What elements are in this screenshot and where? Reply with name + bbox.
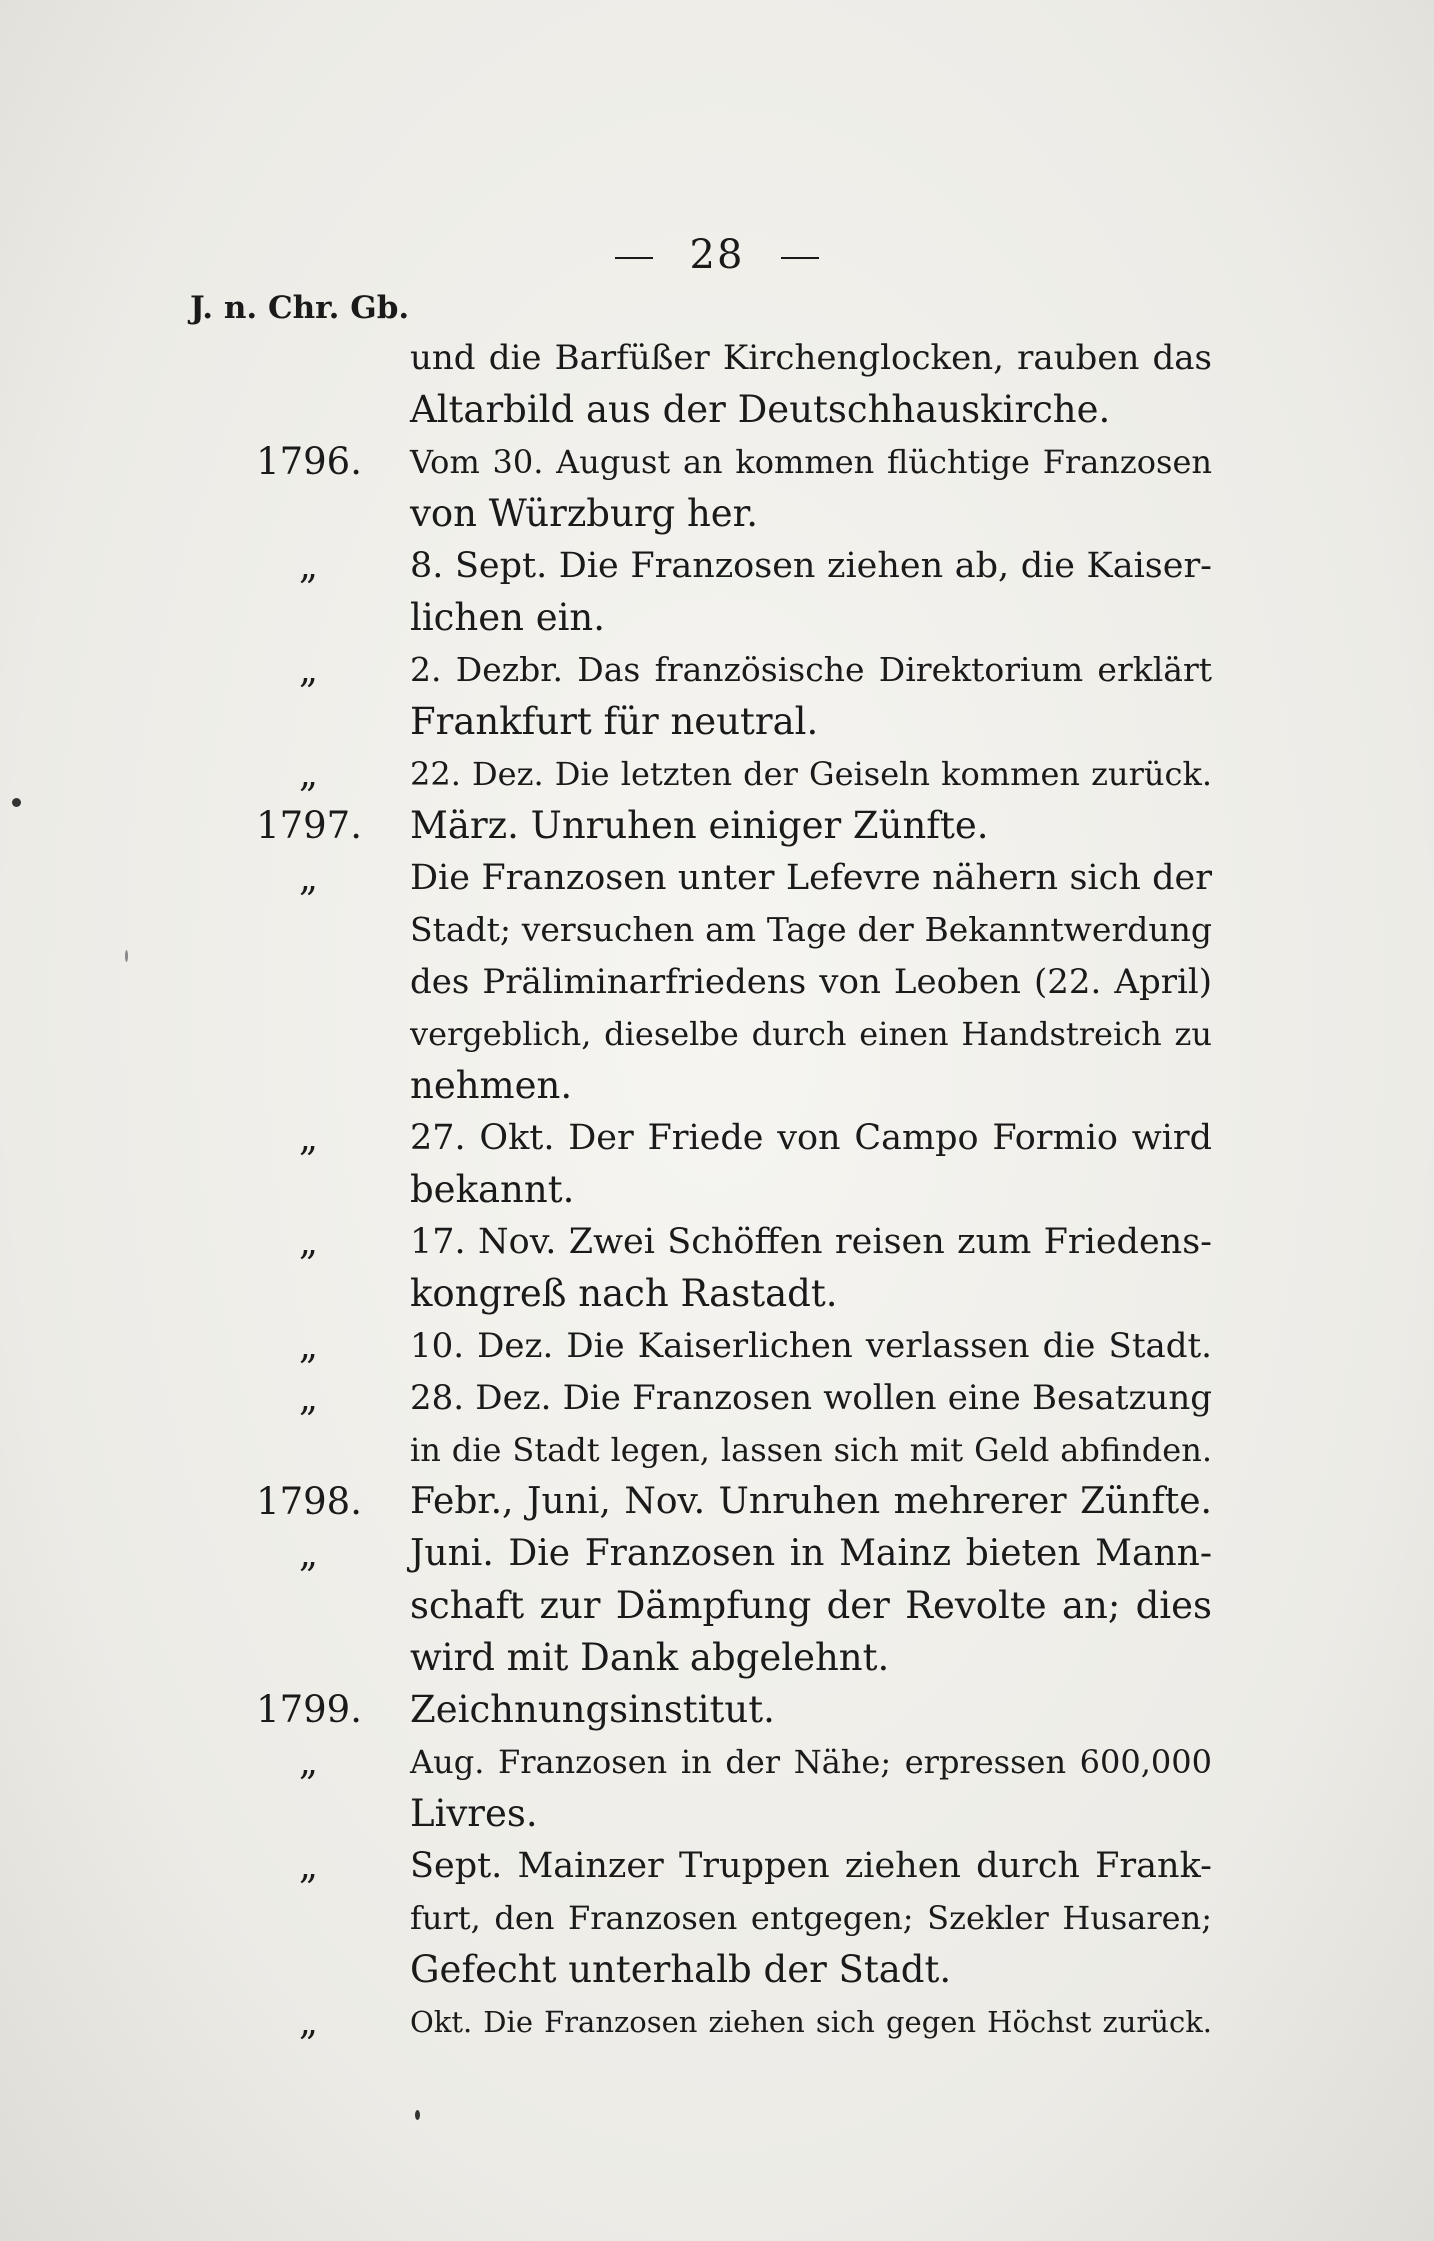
chronicle-line — [0, 332, 1434, 384]
chronicle-line — [0, 1112, 1434, 1164]
entry-text: Febr., Juni, Nov. Unruhen mehrerer Zünfte. — [410, 1481, 1212, 1522]
chronicle-line — [0, 1008, 1434, 1060]
chronicle-line — [0, 1320, 1434, 1372]
page-header — [0, 232, 1434, 278]
chronicle-line — [0, 1476, 1434, 1528]
print-speck — [415, 2110, 420, 2120]
entry-text: Okt. Die Franzosen ziehen sich gegen Höchst zurück. — [410, 2005, 1212, 2039]
year-label: 1796. — [256, 440, 362, 483]
entry-text: Aug. Franzosen in der Nähe; erpressen 600,000 — [410, 1743, 1212, 1781]
chronicle-line — [0, 540, 1434, 592]
entry-text: lichen ein. — [410, 596, 606, 639]
ditto-mark: „ — [298, 752, 318, 795]
chronicle-line — [0, 1892, 1434, 1944]
entry-text: 17. Nov. Zwei Schöffen reisen zum Friedens- — [410, 1222, 1212, 1262]
chronicle-line — [0, 592, 1434, 644]
chronicle-line — [0, 800, 1434, 852]
ditto-mark: „ — [298, 648, 318, 691]
entry-text: Frankfurt für neutral. — [410, 700, 819, 743]
ditto-mark: „ — [298, 1844, 318, 1887]
ditto-mark: „ — [298, 1740, 318, 1783]
entry-text: 27. Okt. Der Friede von Campo Formio wird — [410, 1118, 1212, 1158]
entry-text: und die Barfüßer Kirchenglocken, rauben das — [410, 338, 1212, 378]
ditto-mark: „ — [298, 1324, 318, 1367]
entry-text: kongreß nach Rastadt. — [410, 1272, 838, 1315]
entry-text: Stadt; versuchen am Tage der Bekanntwerdung — [410, 910, 1212, 949]
entry-text: Altarbild aus der Deutschhauskirche. — [410, 388, 1111, 431]
chronicle-line — [0, 436, 1434, 488]
entry-text: 10. Dez. Die Kaiserlichen verlassen die Stadt. — [410, 1326, 1212, 1366]
year-label: 1798. — [256, 1480, 362, 1523]
year-label: 1799. — [256, 1688, 362, 1731]
chronicle-line — [0, 1632, 1434, 1684]
chronicle-line — [0, 1944, 1434, 1996]
chronicle-line — [0, 1528, 1434, 1580]
chronicle-line — [0, 1684, 1434, 1736]
chronicle-line — [0, 696, 1434, 748]
print-speck — [125, 950, 128, 962]
entry-text: in die Stadt legen, lassen sich mit Geld abfinden. — [410, 1431, 1212, 1469]
chronicle-line — [0, 956, 1434, 1008]
chronicle-line — [0, 384, 1434, 436]
chronicle-line — [0, 1216, 1434, 1268]
chronicle-line — [0, 904, 1434, 956]
chronicle-line — [0, 1788, 1434, 1840]
entry-text: nehmen. — [410, 1064, 573, 1107]
entry-text: furt, den Franzosen entgegen; Szekler Husaren; — [410, 1899, 1212, 1937]
ditto-mark: „ — [298, 1116, 318, 1159]
header-dash-left — [615, 257, 653, 259]
ditto-mark: „ — [298, 1220, 318, 1263]
entry-text: Sept. Mainzer Truppen ziehen durch Frank- — [410, 1846, 1212, 1886]
header-dash-right — [781, 257, 819, 259]
entry-text: vergeblich, dieselbe durch einen Handstreich zu — [410, 1015, 1212, 1053]
chronicle-line — [0, 1060, 1434, 1112]
chronicle-line — [0, 1840, 1434, 1892]
chronicle-line — [0, 488, 1434, 540]
ditto-mark: „ — [298, 1376, 318, 1419]
chronicle-line — [0, 1736, 1434, 1788]
entry-text: Livres. — [410, 1792, 538, 1835]
chronicle-line — [0, 748, 1434, 800]
entry-text: März. Unruhen einiger Zünfte. — [410, 804, 989, 847]
chronicle-line — [0, 1424, 1434, 1476]
chronicle-line — [0, 852, 1434, 904]
chronicle-line — [0, 1580, 1434, 1632]
entry-text: wird mit Dank abgelehnt. — [410, 1636, 890, 1679]
entry-text: 22. Dez. Die letzten der Geiseln kommen zurück. — [410, 755, 1212, 793]
ditto-mark: „ — [298, 2000, 318, 2043]
chronicle-entries — [0, 332, 1434, 2048]
print-speck — [12, 798, 21, 807]
ditto-mark: „ — [298, 1532, 318, 1575]
chronicle-line — [0, 1268, 1434, 1320]
entry-text: Vom 30. August an kommen flüchtige Franzosen — [410, 443, 1212, 481]
entry-text: 2. Dezbr. Das französische Direktorium erklärt — [410, 650, 1212, 689]
ditto-mark: „ — [298, 544, 318, 587]
entry-text: 28. Dez. Die Franzosen wollen eine Besatzung — [410, 1378, 1212, 1418]
entry-text: schaft zur Dämpfung der Revolte an; dies — [410, 1584, 1212, 1627]
ditto-mark: „ — [298, 856, 318, 899]
year-label: 1797. — [256, 804, 362, 847]
entry-text: Zeichnungsinstitut. — [410, 1688, 775, 1731]
entry-text: des Präliminarfriedens von Leoben (22. April) — [410, 962, 1212, 1002]
year-column-heading: J. n. Chr. Gb. — [190, 290, 410, 326]
entry-text: Gefecht unterhalb der Stadt. — [410, 1948, 952, 1991]
chronicle-line — [0, 1996, 1434, 2048]
chronicle-line — [0, 644, 1434, 696]
entry-text: von Würzburg her. — [410, 492, 759, 535]
entry-text: bekannt. — [410, 1168, 575, 1211]
page-number: 28 — [689, 232, 745, 278]
chronicle-line — [0, 1372, 1434, 1424]
entry-text: Die Franzosen unter Lefevre nähern sich der — [410, 858, 1212, 898]
entry-text: Juni. Die Franzosen in Mainz bieten Mann- — [410, 1533, 1212, 1574]
entry-text: 8. Sept. Die Franzosen ziehen ab, die Kaiser- — [410, 546, 1212, 586]
chronicle-line — [0, 1164, 1434, 1216]
